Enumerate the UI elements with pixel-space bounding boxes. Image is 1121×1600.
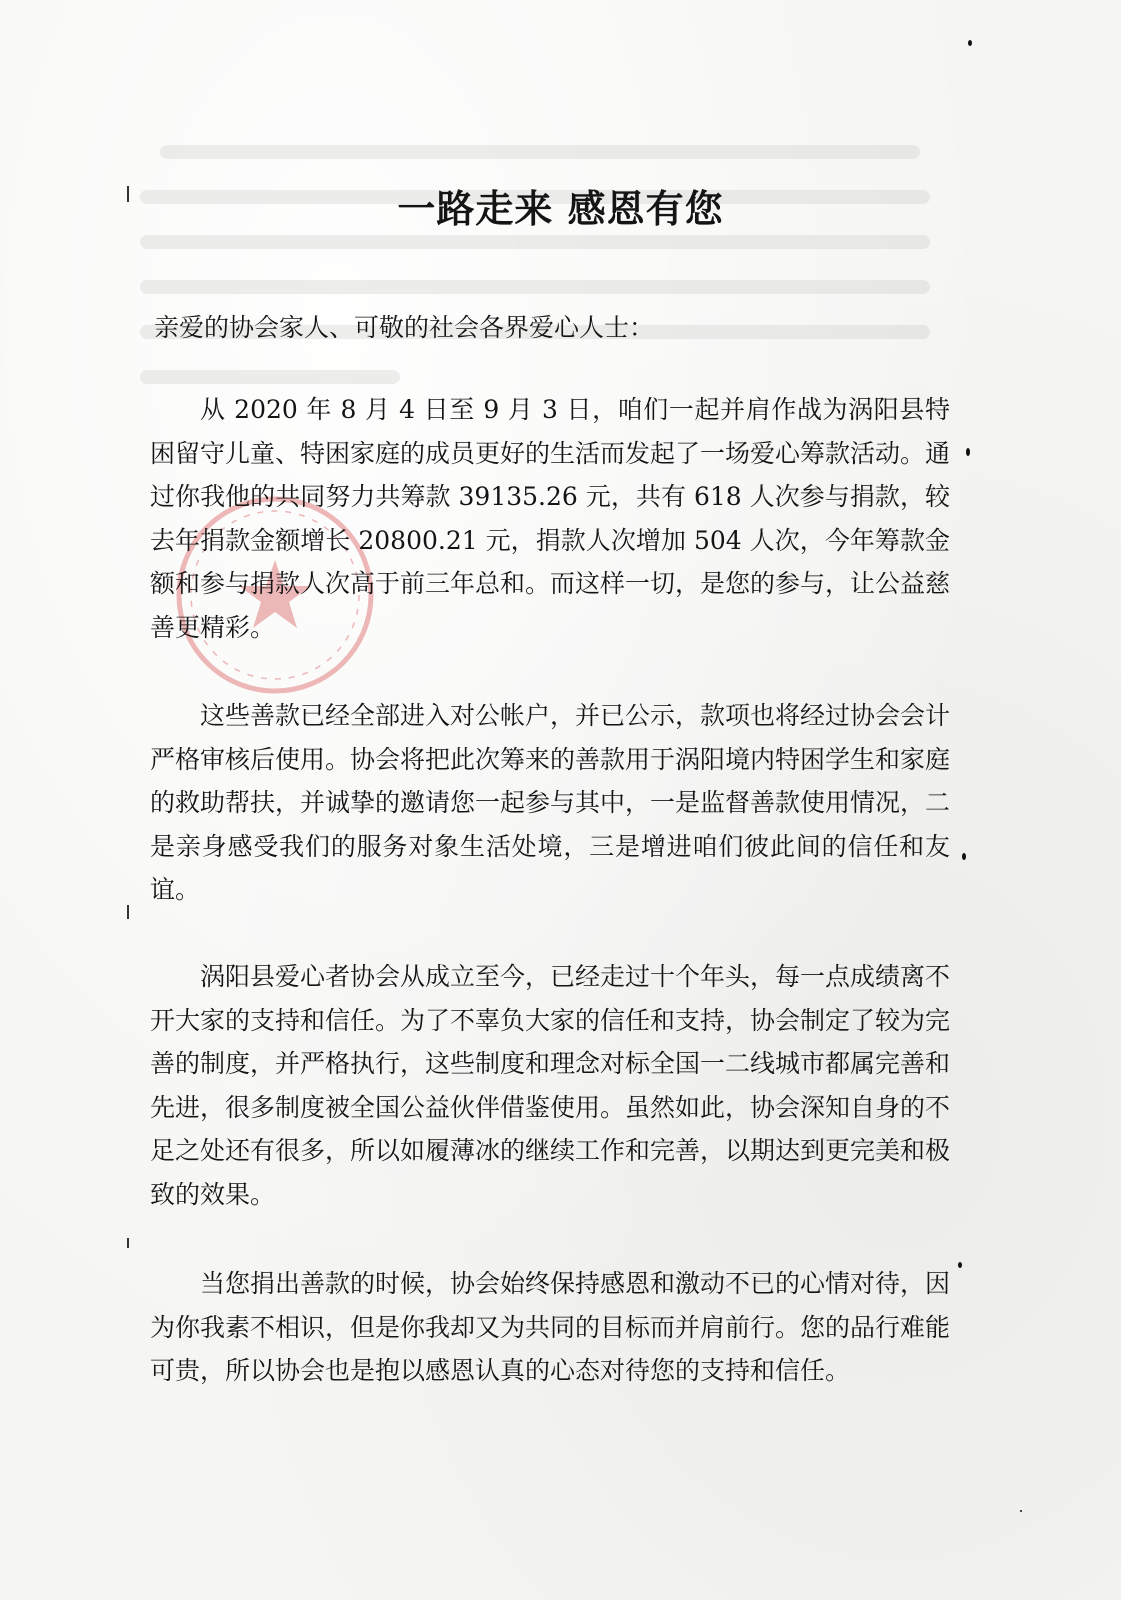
scan-mark — [127, 186, 129, 202]
scan-mark — [127, 1238, 129, 1248]
scan-speck — [1020, 1510, 1022, 1512]
scan-speck — [968, 40, 972, 46]
paragraph-fundraising-summary: 从 2020 年 8 月 4 日至 9 月 3 日，咱们一起并肩作战为涡阳县特困留守儿童、特困家庭的成员更好的生活而发起了一场爱心筹款活动。通过你我他的共同努力共筹款 39135.26 元，共有 618 人次参与捐款，较去年捐款金额增长 20800.21 元，捐款人次增加 504 人次，今年筹款金额和参与捐款人次高于前三年总和。而这样一切，是您的参与，让公益慈善更精彩。 — [150, 395, 951, 642]
scan-speck — [958, 1262, 962, 1268]
paragraph-fund-usage: 这些善款已经全部进入对公帐户，并已公示，款项也将经过协会会计严格审核后使用。协会将把此次筹来的善款用于涡阳境内特困学生和家庭的救助帮扶，并诚挚的邀请您一起参与其中，一是监督善款使用情况，二是亲身感受我们的服务对象生活处境，三是增进咱们彼此间的信任和友谊。 — [150, 701, 951, 904]
scan-speck — [966, 448, 970, 456]
scan-speck — [962, 853, 966, 860]
show-through-texture — [140, 130, 960, 390]
document-title: 一路走来 感恩有您 — [397, 186, 724, 231]
paragraph-gratitude: 当您捐出善款的时候，协会始终保持感恩和激动不已的心情对待，因为你我素不相识，但是你我却又为共同的目标而并肩前行。您的品行难能可贵，所以协会也是抱以感恩认真的心态对待您的支持和信任。 — [150, 1269, 951, 1385]
salutation: 亲爱的协会家人、可敬的社会各界爱心人士： — [154, 313, 655, 342]
paragraph-association-history: 涡阳县爱心者协会从成立至今，已经走过十个年头，每一点成绩离不开大家的支持和信任。为了不辜负大家的信任和支持，协会制定了较为完善的制度，并严格执行，这些制度和理念对标全国一二线城市都属完善和先进，很多制度被全国公益伙伴借鉴使用。虽然如此，协会深知自身的不足之处还有很多，所以如履薄冰的继续工作和完善，以期达到更完美和极致的效果。 — [150, 962, 951, 1209]
scan-mark — [127, 905, 129, 919]
